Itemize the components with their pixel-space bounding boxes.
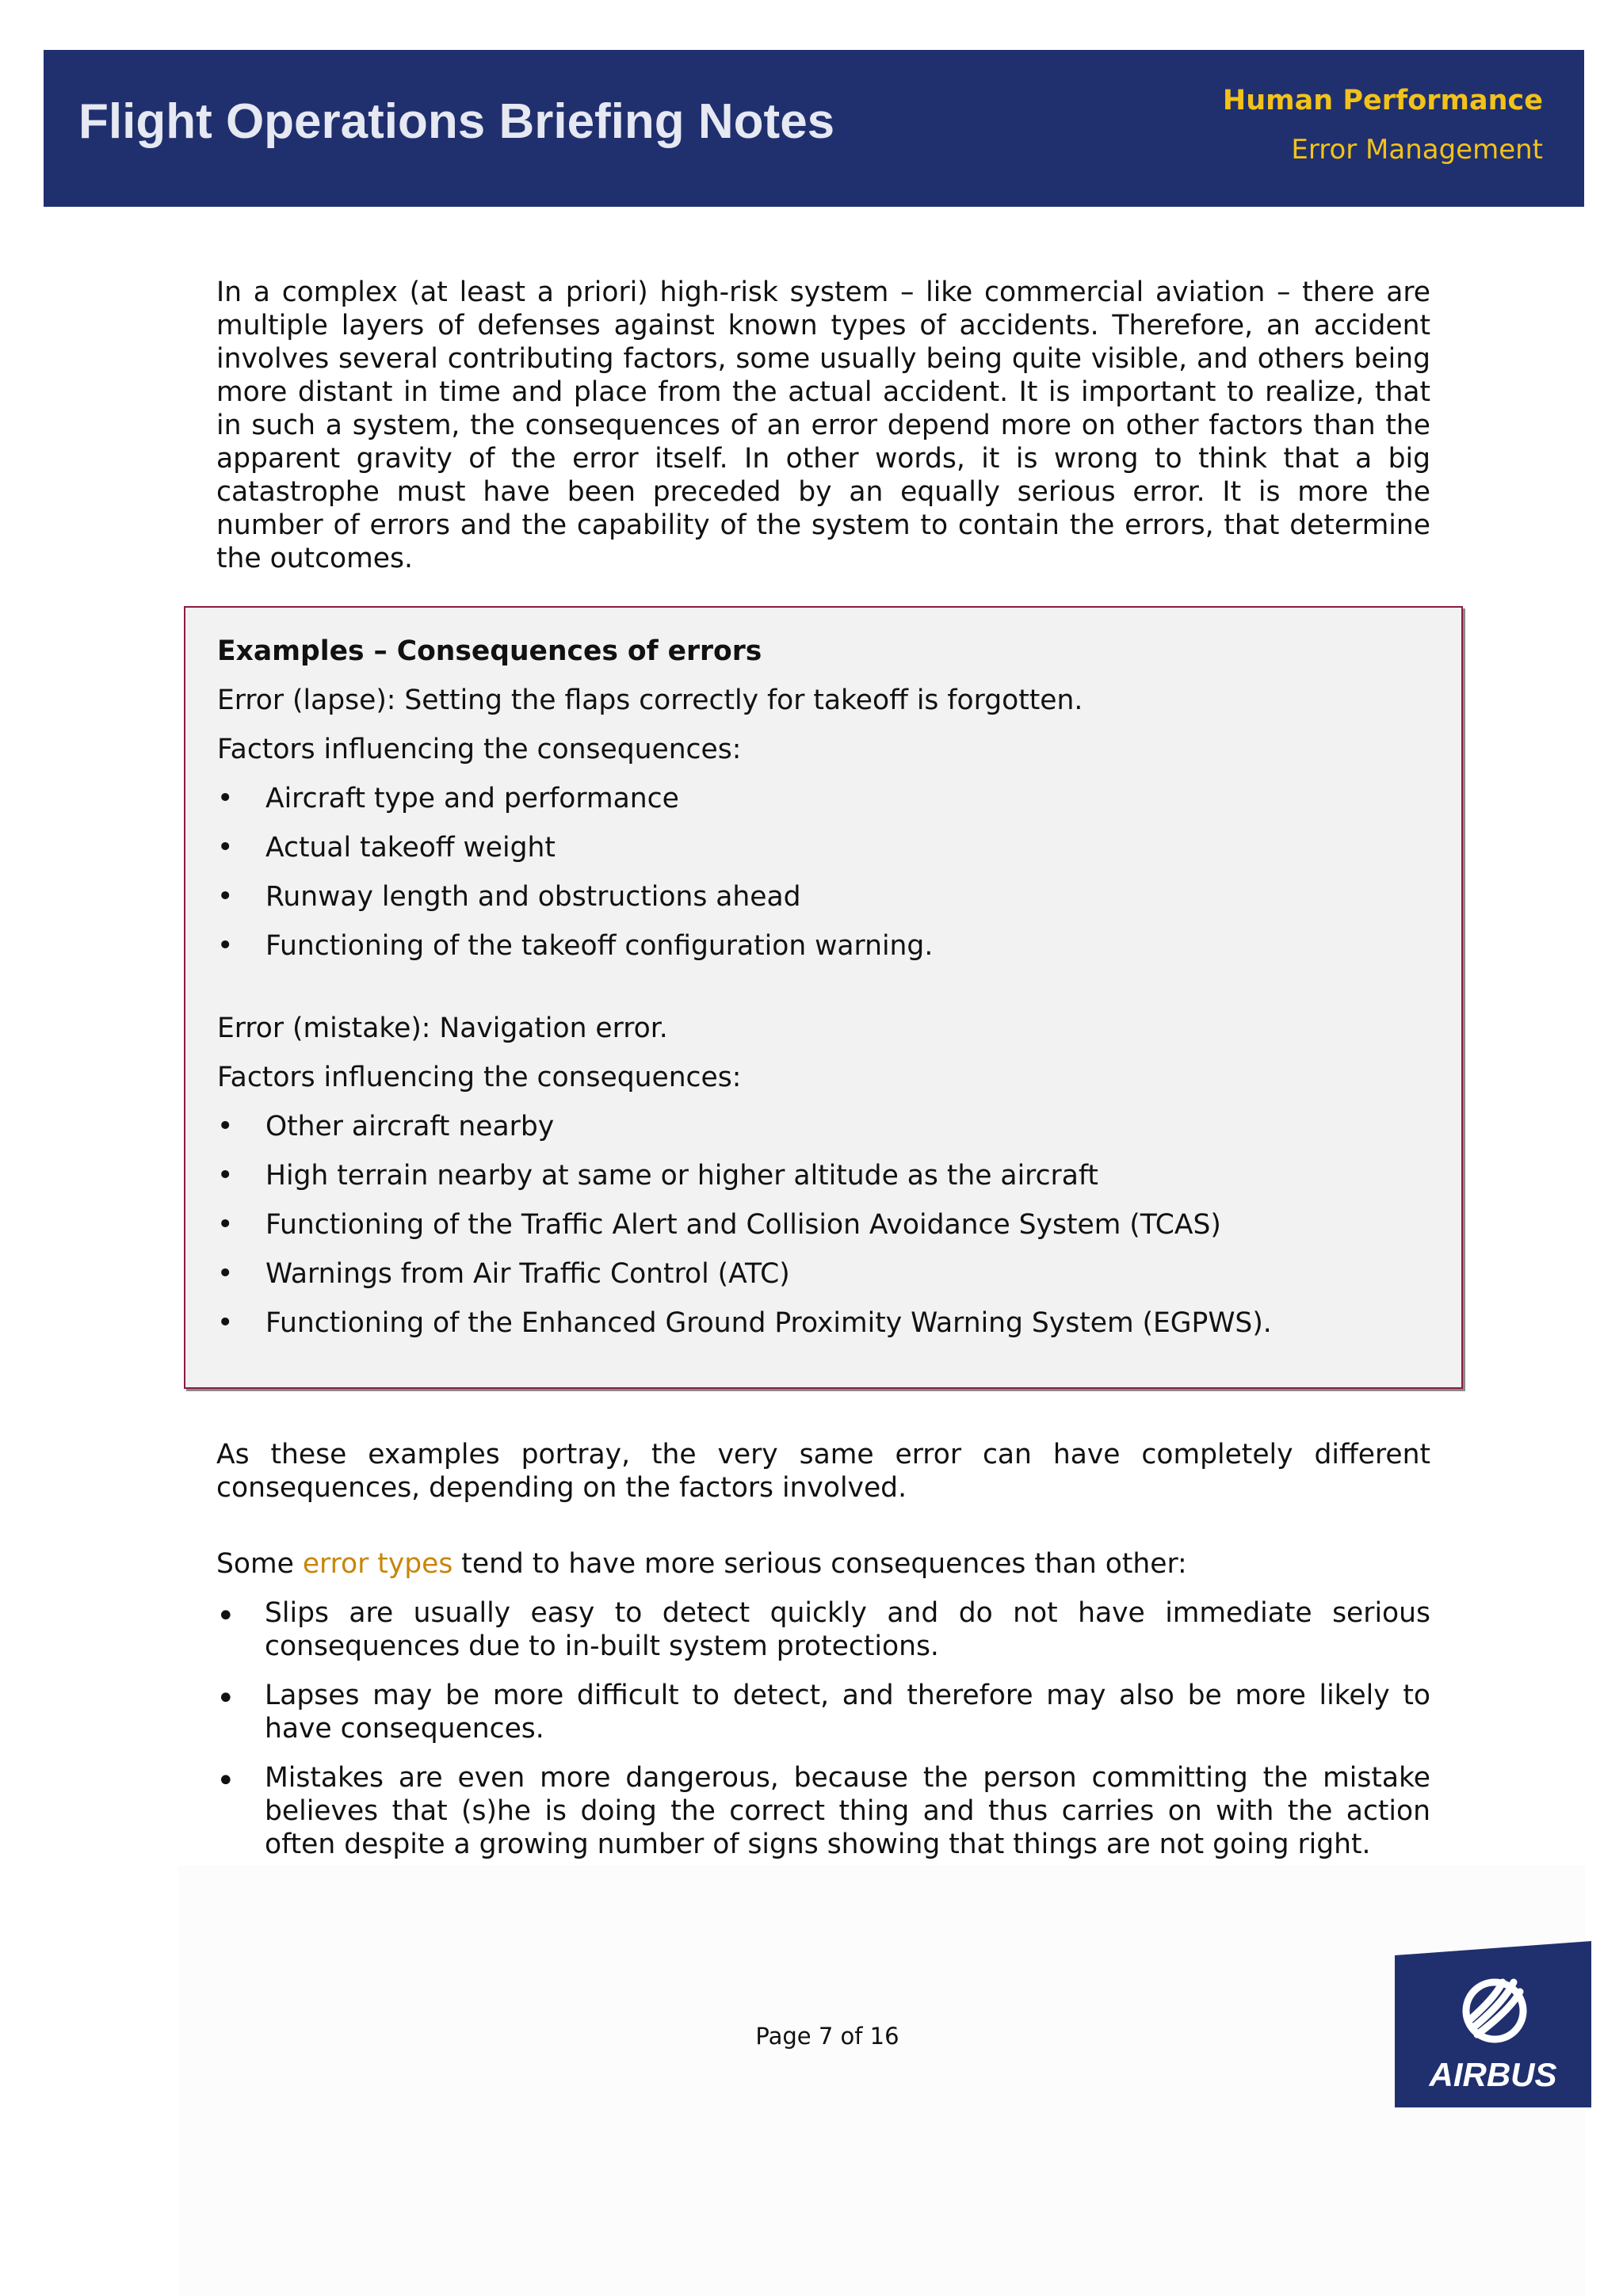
header-banner: [44, 50, 1584, 207]
list-item: [217, 1159, 1422, 1192]
factor-text: Functioning of the Enhanced Ground Proximity Warning System (EGPWS).: [265, 1307, 1272, 1339]
error-types-list: [216, 1596, 1430, 1877]
error-type-text: Mistakes are even more dangerous, because the person committing the mistake believes that (s)he is doing the correct thing and thus carries on with the action often despite a growing number of signs showing that things are not going right.: [265, 1762, 1430, 1860]
list-item: [217, 929, 1422, 963]
error-type-text: Slips are usually easy to detect quickly and do not have immediate serious consequences due to in-built system protections.: [265, 1597, 1430, 1662]
list-item: [217, 831, 1422, 864]
list-item: [216, 1761, 1430, 1861]
airbus-logo: [1395, 1941, 1591, 2107]
bullet-icon: •: [217, 881, 234, 913]
list-item: [217, 1306, 1422, 1340]
bullet-icon: •: [216, 1598, 235, 1634]
list-item: [216, 1596, 1430, 1663]
intro-before: Some: [216, 1548, 303, 1580]
factor-text: Other aircraft nearby: [265, 1111, 555, 1142]
examples-heading: Examples – Consequences of errors: [217, 635, 762, 667]
list-item: [217, 880, 1422, 913]
factor-text: Aircraft type and performance: [265, 783, 679, 814]
intro-paragraph: In a complex (at least a priori) high-risk system – like commercial aviation – there are multiple layers of defenses against known types of accidents. Therefore, an accident involves several contributing factors, some usually being quite visible, and others being more distant in time and place from the actual accident. It is important to realize, that in such a system, the consequences of an error depend more on other factors than the apparent gravity of the error itself. In other words, it is wrong to think that a big catastrophe must have been preceded by an equally serious error. It is more the number of errors and the capability of the system to contain the errors, that determine the outcomes.: [216, 277, 1430, 574]
factor-text: Functioning of the takeoff configuration warning.: [265, 930, 934, 962]
page-number: Page 7 of 16: [755, 2023, 899, 2050]
factor-text: Warnings from Air Traffic Control (ATC): [265, 1258, 790, 1290]
factor-text: Runway length and obstructions ahead: [265, 881, 801, 913]
bullet-icon: •: [217, 930, 234, 962]
airbus-logo-text: AIRBUS: [1429, 2056, 1557, 2093]
after-box-section: [216, 1438, 1430, 1505]
example1-error: Error (lapse): Setting the flaps correctly for takeoff is forgotten.: [217, 685, 1083, 716]
bullet-icon: •: [217, 1307, 234, 1339]
document-title: Flight Operations Briefing Notes: [78, 94, 835, 149]
bullet-icon: •: [217, 1258, 234, 1290]
examples-box: [184, 606, 1463, 1389]
bullet-icon: •: [216, 1680, 235, 1717]
factor-text: Functioning of the Traffic Alert and Collision Avoidance System (TCAS): [265, 1209, 1221, 1241]
list-item: [217, 782, 1422, 815]
error-types-link[interactable]: error types: [302, 1548, 453, 1580]
after-box-paragraph: As these examples portray, the very same error can have completely different consequences, depending on the factors involved.: [216, 1439, 1430, 1504]
list-item: [217, 1208, 1422, 1241]
header-subcategory: Error Management: [1291, 134, 1543, 166]
error-type-text: Lapses may be more difficult to detect, and therefore may also be more likely to have consequences.: [265, 1680, 1430, 1745]
bullet-icon: •: [217, 783, 234, 814]
example2-factors-label: Factors influencing the consequences:: [217, 1062, 742, 1093]
page-shade: [178, 1866, 1585, 2296]
factor-text: Actual takeoff weight: [265, 832, 556, 864]
list-item: [217, 1110, 1422, 1143]
intro-after: tend to have more serious consequences than other:: [453, 1548, 1187, 1580]
example2-error: Error (mistake): Navigation error.: [217, 1013, 668, 1044]
bullet-icon: •: [217, 1111, 234, 1142]
list-item: [217, 1257, 1422, 1291]
bullet-icon: •: [216, 1763, 235, 1799]
header-category: Human Performance: [1222, 85, 1543, 116]
list-item: [216, 1679, 1430, 1745]
error-types-intro: [216, 1547, 1430, 1581]
intro-section: [216, 276, 1430, 575]
bullet-icon: •: [217, 1209, 234, 1241]
example1-factors-label: Factors influencing the consequences:: [217, 734, 742, 765]
factor-text: High terrain nearby at same or higher altitude as the aircraft: [265, 1160, 1098, 1192]
bullet-icon: •: [217, 1160, 234, 1192]
bullet-icon: •: [217, 832, 234, 864]
